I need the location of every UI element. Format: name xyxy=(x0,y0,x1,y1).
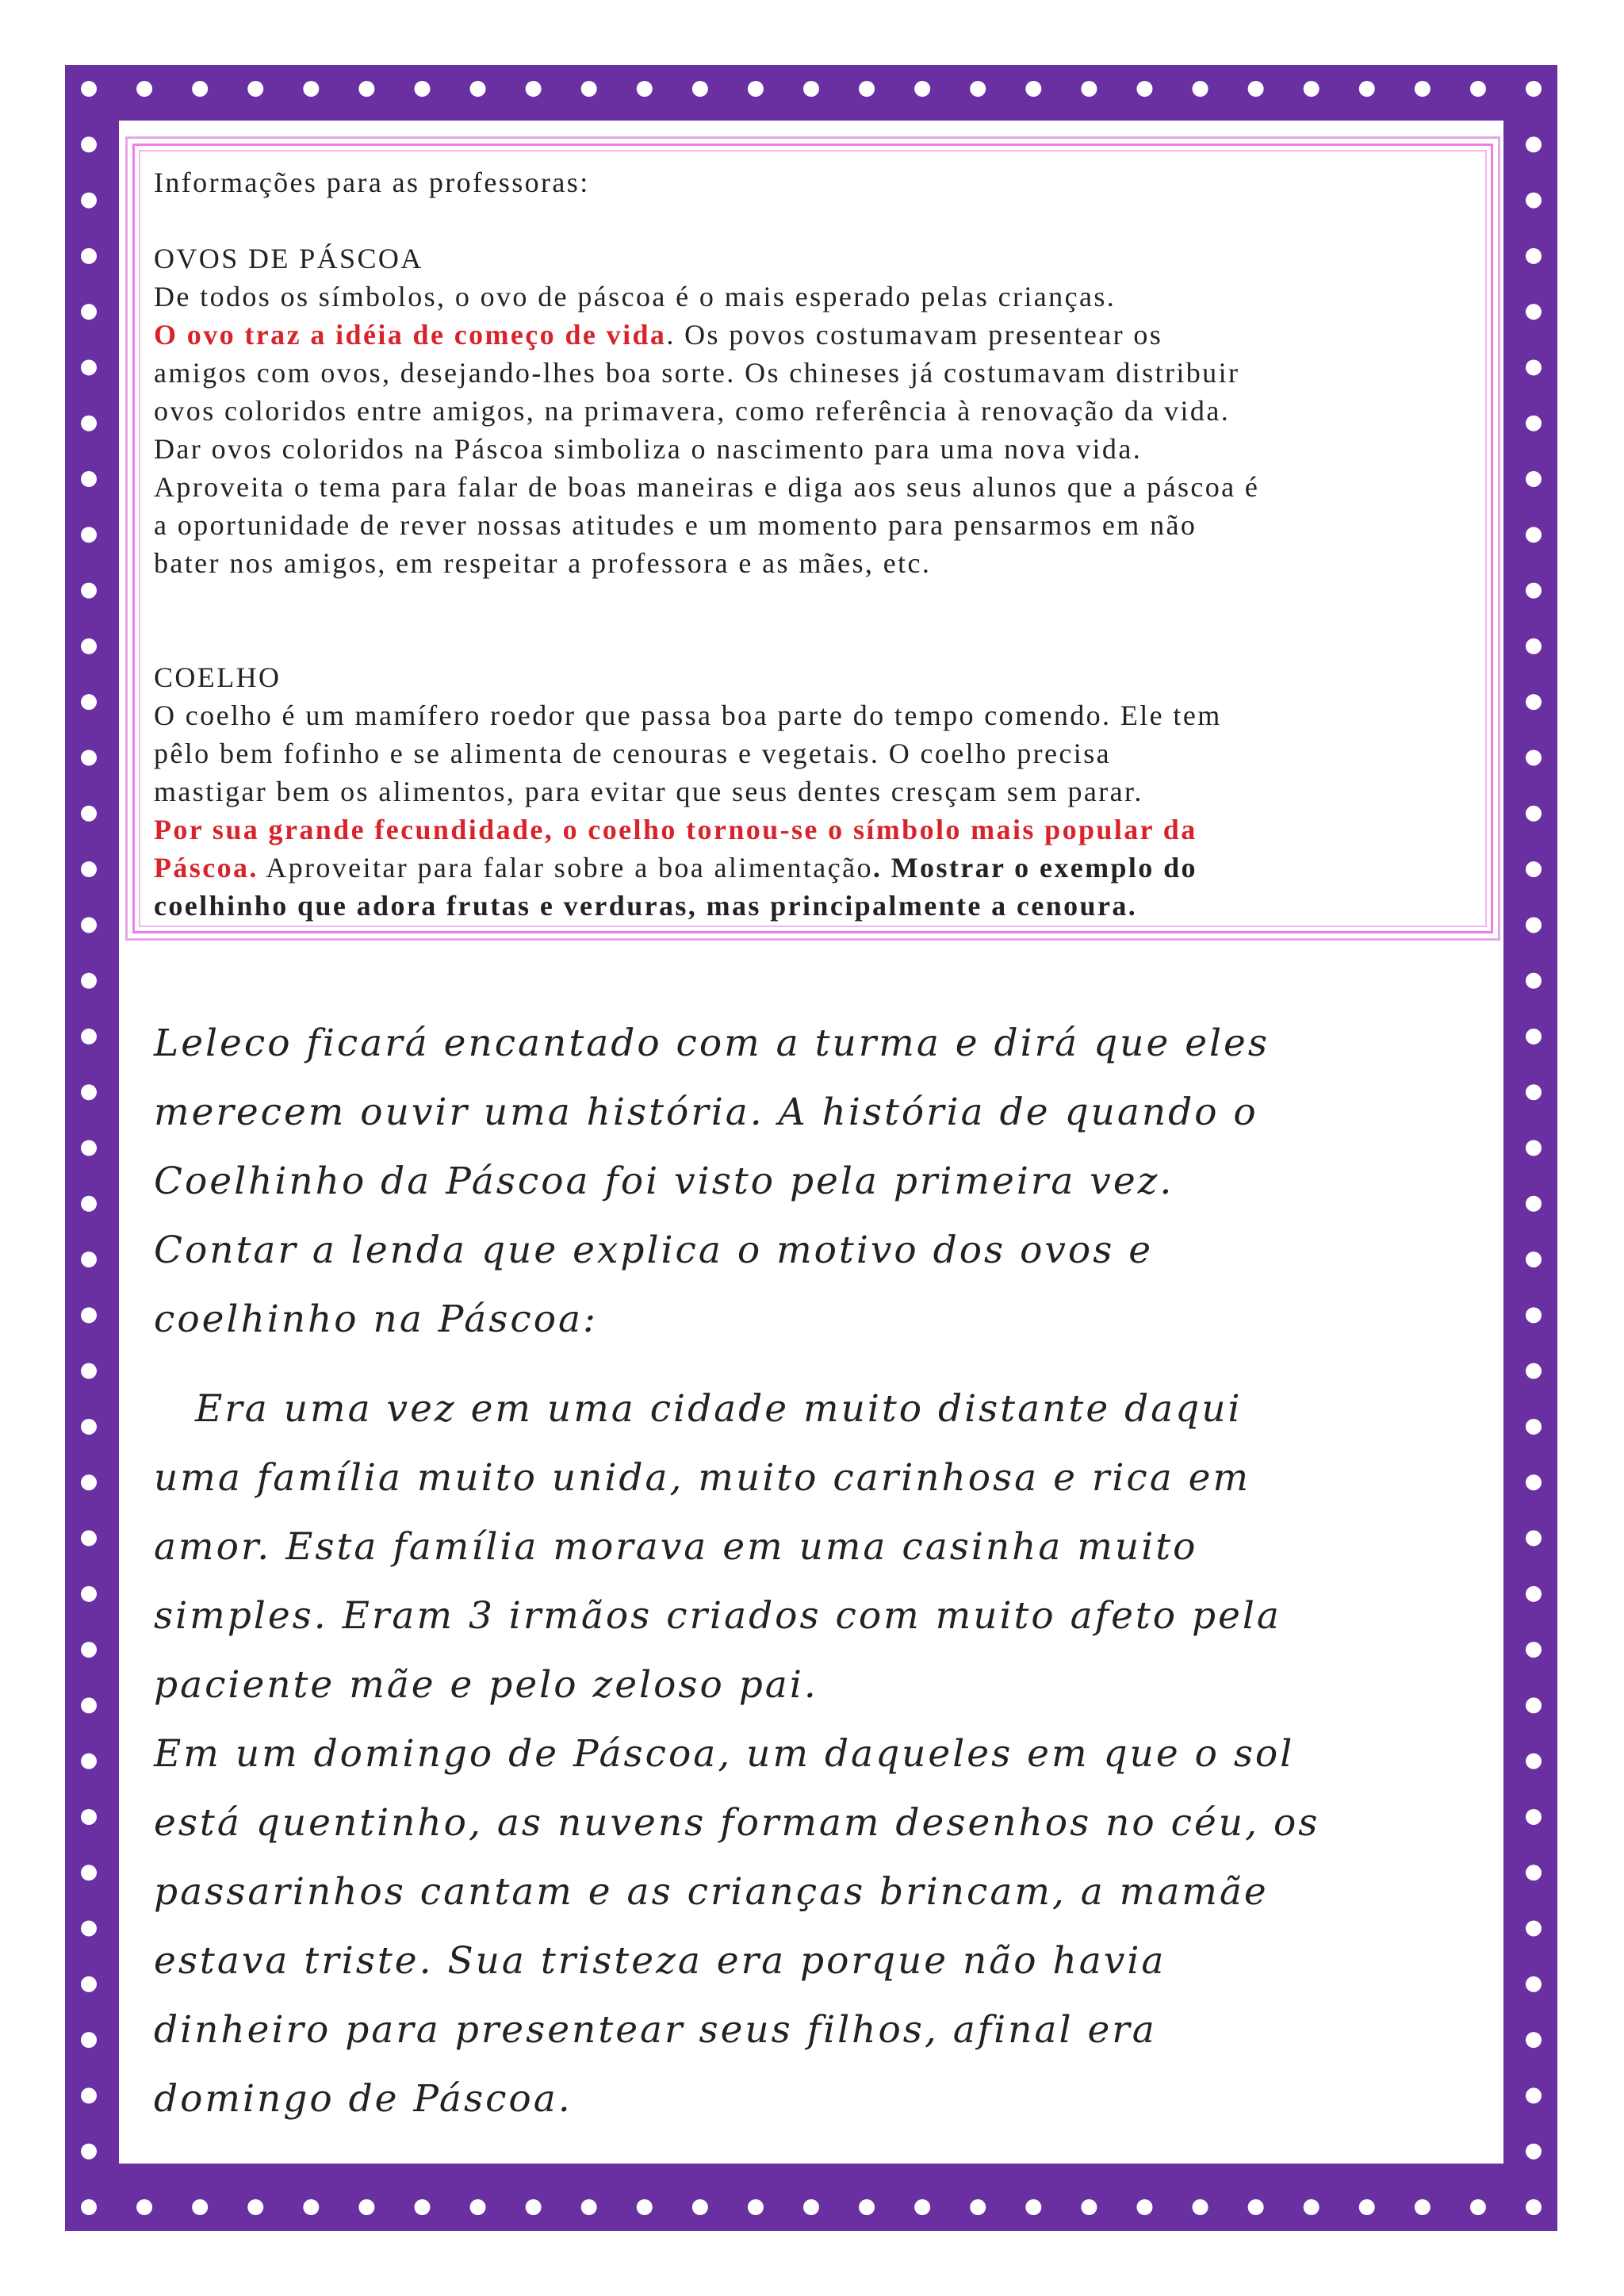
frame-dot xyxy=(859,81,875,97)
legend-line: paciente mãe e pelo zeloso pai. xyxy=(154,1663,818,1707)
frame-dot xyxy=(1526,193,1542,209)
frame-dot xyxy=(748,2199,764,2215)
frame-dot xyxy=(81,638,97,654)
legend-line: passarinhos cantam e as crianças brincam, a mamãe xyxy=(154,1870,1269,1914)
legend-line: Era uma vez em uma cidade muito distante daqui xyxy=(195,1387,1243,1431)
frame-dot xyxy=(81,193,97,209)
frame-dot xyxy=(1526,1196,1542,1212)
frame-dot xyxy=(1359,81,1375,97)
frame-dot xyxy=(1526,416,1542,431)
frame-dot xyxy=(247,81,263,97)
frame-dot xyxy=(1526,81,1542,97)
frame-dot xyxy=(81,806,97,822)
frame-dot xyxy=(81,861,97,877)
frame-dot xyxy=(136,81,152,97)
eggs-line-6: Aproveita o tema para falar de boas maneiras e diga aos seus alunos que a páscoa é xyxy=(154,471,1260,503)
legend-line: uma família muito unida, muito carinhosa e rica em xyxy=(154,1456,1251,1500)
frame-dot xyxy=(81,917,97,933)
frame-dot xyxy=(81,1419,97,1435)
frame-dot xyxy=(637,2199,653,2215)
frame-dot xyxy=(692,2199,708,2215)
frame-dot xyxy=(470,81,486,97)
frame-dot xyxy=(1025,2199,1041,2215)
frame-dot xyxy=(81,1531,97,1547)
frame-dot xyxy=(1526,2032,1542,2048)
frame-dot xyxy=(1526,1419,1542,1435)
frame-dot xyxy=(81,583,97,599)
frame-dot xyxy=(81,749,97,765)
frame-dot xyxy=(1526,1531,1542,1547)
frame-dot xyxy=(81,304,97,320)
frame-dot xyxy=(81,2144,97,2160)
frame-dot xyxy=(1359,2199,1375,2215)
frame-dot xyxy=(1248,81,1264,97)
frame-dot xyxy=(358,2199,374,2215)
eggs-line-8: bater nos amigos, em respeitar a professora e as mães, etc. xyxy=(154,547,932,579)
frame-dot xyxy=(1526,248,1542,264)
legend-line: estava triste. Sua tristeza era porque não havia xyxy=(154,1939,1166,1983)
teacher-info-text xyxy=(154,163,1494,925)
story-line: Leleco ficará encantado com a turma e dirá que eles xyxy=(154,1022,1270,1065)
frame-dot xyxy=(1526,1307,1542,1323)
frame-dot xyxy=(81,1084,97,1100)
eggs-line-4: ovos coloridos entre amigos, na primavera, como referência à renovação da vida. xyxy=(154,395,1231,427)
frame-dot xyxy=(81,1140,97,1156)
eggs-line-2 xyxy=(154,316,1494,354)
frame-dot xyxy=(1136,81,1152,97)
frame-dot xyxy=(1526,638,1542,654)
frame-dot xyxy=(859,2199,875,2215)
legend-line: amor. Esta família morava em uma casinha muito xyxy=(154,1525,1198,1569)
frame-dot xyxy=(1248,2199,1264,2215)
legend-line: dinheiro para presentear seus filhos, afinal era xyxy=(154,2008,1157,2052)
legend-line: domingo de Páscoa. xyxy=(154,2077,573,2121)
frame-dot xyxy=(1526,1474,1542,1490)
frame-dot xyxy=(1526,1976,1542,1992)
frame-dot xyxy=(1304,2199,1320,2215)
frame-dot xyxy=(1526,917,1542,933)
frame-dot xyxy=(81,1586,97,1602)
frame-dot xyxy=(1415,2199,1431,2215)
frame-dot xyxy=(692,81,708,97)
frame-dot xyxy=(1526,2087,1542,2103)
frame-dot xyxy=(81,1196,97,1212)
frame-dot xyxy=(81,416,97,431)
frame-dot xyxy=(81,1363,97,1379)
frame-dot xyxy=(1526,304,1542,320)
rabbit-line-1: O coelho é um mamífero roedor que passa boa parte do tempo comendo. Ele tem xyxy=(154,700,1222,731)
frame-dot xyxy=(81,1754,97,1769)
frame-dot xyxy=(1526,1140,1542,1156)
frame-dot xyxy=(1526,527,1542,542)
frame-dot xyxy=(970,2199,986,2215)
eggs-title: OVOS DE PÁSCOA xyxy=(154,243,423,274)
rabbit-line-4: Por sua grande fecundidade, o coelho tornou-se o símbolo mais popular da xyxy=(154,814,1197,845)
frame-dot xyxy=(1304,81,1320,97)
frame-dot xyxy=(637,81,653,97)
frame-dot xyxy=(1526,1754,1542,1769)
legend-line: está quentinho, as nuvens formam desenhos no céu, os xyxy=(154,1801,1320,1845)
frame-dot xyxy=(303,81,319,97)
frame-dot xyxy=(1526,1642,1542,1658)
frame-dot xyxy=(1081,81,1097,97)
eggs-line-7: a oportunidade de rever nossas atitudes e um momento para pensarmos em não xyxy=(154,509,1197,541)
teacher-heading: Informações para as professoras: xyxy=(154,167,590,198)
frame-dot xyxy=(1526,1809,1542,1825)
frame-dot xyxy=(1081,2199,1097,2215)
story-line: coelhinho na Páscoa: xyxy=(154,1297,598,1341)
frame-dot xyxy=(581,2199,597,2215)
frame-dot xyxy=(192,2199,208,2215)
eggs-line-5: Dar ovos coloridos na Páscoa simboliza o nascimento para uma nova vida. xyxy=(154,433,1143,465)
frame-dot xyxy=(81,81,97,97)
legend-line: Em um domingo de Páscoa, um daqueles em que o sol xyxy=(154,1732,1295,1776)
frame-dot xyxy=(1193,2199,1208,2215)
frame-dot xyxy=(1526,694,1542,710)
frame-dot xyxy=(81,2087,97,2103)
frame-dot xyxy=(81,248,97,264)
frame-dot xyxy=(1526,1029,1542,1045)
frame-dot xyxy=(81,2032,97,2048)
frame-dot xyxy=(1526,1697,1542,1713)
frame-dot xyxy=(914,81,930,97)
frame-dot xyxy=(1136,2199,1152,2215)
story-line: Coelhinho da Páscoa foi visto pela primeira vez. xyxy=(154,1159,1174,1203)
rabbit-line-3: mastigar bem os alimentos, para evitar que seus dentes cresçam sem parar. xyxy=(154,776,1143,807)
frame-dot xyxy=(414,2199,430,2215)
frame-dot xyxy=(81,359,97,375)
frame-dot xyxy=(247,2199,263,2215)
frame-dot xyxy=(803,2199,819,2215)
frame-dot xyxy=(970,81,986,97)
frame-dot xyxy=(526,2199,542,2215)
frame-dot xyxy=(1526,1084,1542,1100)
rabbit-highlight-end: Páscoa. xyxy=(154,852,259,884)
frame-dot xyxy=(81,694,97,710)
eggs-highlight: O ovo traz a idéia de começo de vida xyxy=(154,319,667,351)
frame-dot xyxy=(1526,2199,1542,2215)
story-line: Contar a lenda que explica o motivo dos ovos e xyxy=(154,1228,1154,1272)
frame-dot xyxy=(1025,81,1041,97)
frame-dot xyxy=(1526,749,1542,765)
frame-dot xyxy=(1526,2144,1542,2160)
frame-dot xyxy=(1526,359,1542,375)
frame-dot xyxy=(1193,81,1208,97)
frame-dot xyxy=(1415,81,1431,97)
frame-dot xyxy=(1526,861,1542,877)
frame-dot xyxy=(81,1697,97,1713)
legend-line: simples. Eram 3 irmãos criados com muito afeto pela xyxy=(154,1594,1281,1638)
eggs-line-1: De todos os símbolos, o ovo de páscoa é o mais esperado pelas crianças. xyxy=(154,281,1116,312)
frame-dot xyxy=(1526,973,1542,989)
frame-dot xyxy=(581,81,597,97)
frame-dot xyxy=(803,81,819,97)
frame-dot xyxy=(1470,81,1486,97)
frame-dot xyxy=(1526,1251,1542,1267)
frame-dot xyxy=(81,1865,97,1880)
frame-dot xyxy=(1526,1586,1542,1602)
eggs-line-2-rest: . Os povos costumavam presentear os xyxy=(666,319,1163,351)
frame-dot xyxy=(81,1474,97,1490)
frame-dot xyxy=(81,973,97,989)
frame-dot xyxy=(414,81,430,97)
rabbit-line-5-mid: Aproveitar para falar sobre a boa alimentação xyxy=(258,852,873,884)
frame-dot xyxy=(81,1251,97,1267)
frame-dot xyxy=(1526,583,1542,599)
frame-dot xyxy=(81,136,97,152)
frame-dot xyxy=(81,1809,97,1825)
frame-dot xyxy=(914,2199,930,2215)
rabbit-line-5 xyxy=(154,849,1494,887)
frame-dot xyxy=(1526,1363,1542,1379)
frame-dot xyxy=(526,81,542,97)
story-line: merecem ouvir uma história. A história de quando o xyxy=(154,1091,1258,1134)
frame-dot xyxy=(1526,1921,1542,1937)
rabbit-title: COELHO xyxy=(154,661,282,693)
frame-dot xyxy=(1526,1865,1542,1880)
frame-dot xyxy=(748,81,764,97)
frame-dot xyxy=(470,2199,486,2215)
frame-dot xyxy=(358,81,374,97)
frame-dot xyxy=(81,1921,97,1937)
frame-dot xyxy=(1526,136,1542,152)
frame-dot xyxy=(136,2199,152,2215)
frame-dot xyxy=(1526,471,1542,487)
frame-dot xyxy=(1526,806,1542,822)
frame-dot xyxy=(81,471,97,487)
frame-dot xyxy=(192,81,208,97)
frame-dot xyxy=(81,1642,97,1658)
rabbit-line-5-bold: . Mostrar o exemplo do xyxy=(872,852,1197,884)
frame-dot xyxy=(81,527,97,542)
frame-dot xyxy=(1470,2199,1486,2215)
frame-dot xyxy=(81,2199,97,2215)
frame-dot xyxy=(303,2199,319,2215)
rabbit-line-2: pêlo bem fofinho e se alimenta de cenouras e vegetais. O coelho precisa xyxy=(154,738,1111,769)
rabbit-line-6: coelhinho que adora frutas e verduras, mas principalmente a cenoura. xyxy=(154,890,1138,922)
frame-dot xyxy=(81,1029,97,1045)
story-text xyxy=(154,1009,1494,2133)
frame-dot xyxy=(81,1307,97,1323)
frame-dot xyxy=(81,1976,97,1992)
eggs-line-3: amigos com ovos, desejando-lhes boa sorte. Os chineses já costumavam distribuir xyxy=(154,357,1240,389)
